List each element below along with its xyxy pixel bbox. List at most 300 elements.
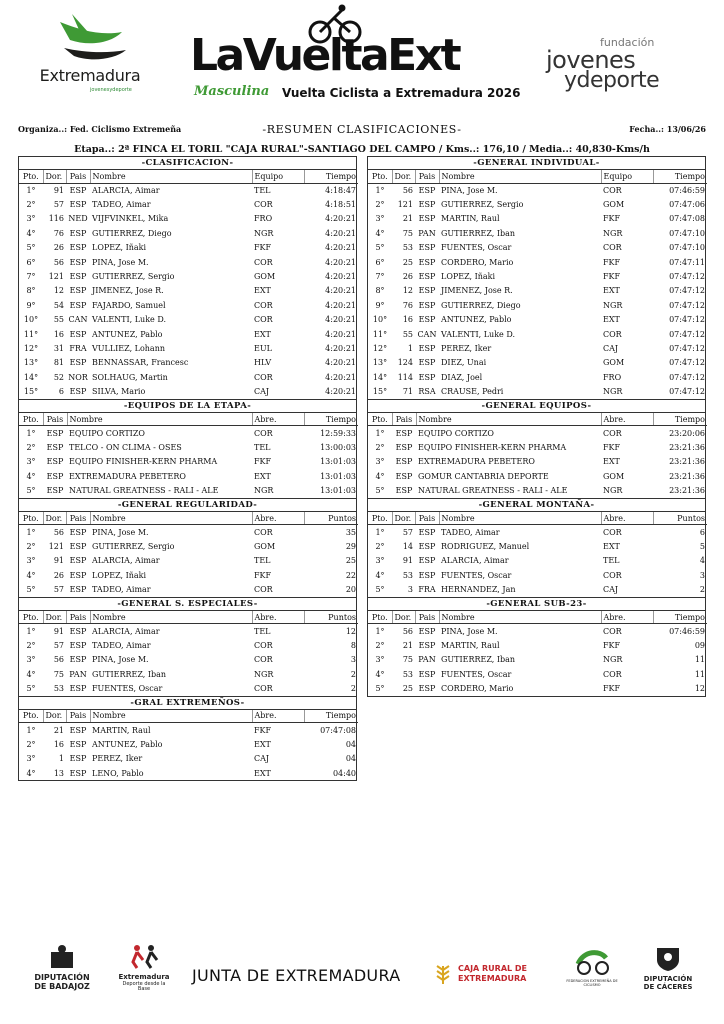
section-title: -GENERAL S. ESPECIALES- [19,598,356,611]
table-cell: 25 [345,556,356,566]
table-cell: 4:20:21 [325,300,356,310]
section-title: -GRAL EXTREMEÑOS- [19,697,356,710]
column-header: Nombre [90,710,252,723]
table-cell: MARTIN, Raul [441,640,500,650]
table-cell: 14° [372,372,388,382]
table-cell: EXT [603,315,620,325]
table-cell: ESP [418,669,436,679]
table-cell: 6° [26,257,36,267]
column-header: Puntos [304,512,358,525]
table-cell: EXT [603,541,620,551]
table-cell: FUENTES, Oscar [92,684,163,694]
fedext-line-2: Deporte desde la Base [122,980,166,993]
table-cell: ESP [418,300,436,310]
table-cell: NATURAL GREATNESS - RALI - ALE [418,486,568,496]
column-header: Abre. [601,413,653,426]
table-cell: GOM [603,471,625,481]
table-cell: 57 [53,640,64,650]
table-cell: 16 [53,739,64,749]
extremadura-deporte-logo [116,944,172,1000]
table-cell: 21 [53,725,64,735]
table-cell: HERNANDEZ, Jan [441,585,516,595]
table-cell: EXT [254,739,271,749]
column-header: Nombre [416,413,601,426]
table-cell: 4:20:21 [325,228,356,238]
table-cell: ESP [69,272,87,282]
table-row [19,269,358,283]
table-row [19,356,358,370]
table-cell: COR [603,185,622,195]
table-cell: LENO, Pablo [92,768,144,778]
table-cell: 4:20:21 [325,214,356,224]
table-cell: 2 [350,684,356,694]
table-cell: 4° [26,768,36,778]
table-row [19,525,358,539]
table-cell: 25 [402,257,413,267]
table-cell: 4:20:21 [325,257,356,267]
table-cell: 23:21:36 [669,486,705,496]
table-cell: NGR [254,669,274,679]
table-cell: 13 [53,768,64,778]
table-cell: ESP [69,739,87,749]
table-row [368,356,707,370]
table-row [19,752,358,766]
table-cell: 07:47:12 [669,372,705,382]
table-cell: ESP [418,626,436,636]
table-cell: 11° [23,329,39,339]
table-cell: 55 [402,329,413,339]
table-cell: 2° [26,200,36,210]
table-row [368,269,707,283]
table-cell: ESP [418,527,436,537]
table-cell: 6 [699,527,705,537]
table-cell: COR [603,570,622,580]
column-header: Pto. [19,611,43,624]
lavueltaext-title: LaVueltaExt [190,30,460,81]
table-cell: 76 [53,228,64,238]
table-cell: FKF [603,442,621,452]
table-cell: 6° [375,257,385,267]
table-cell: 20 [345,585,356,595]
table-row [368,384,707,398]
section-title: -GENERAL SUB-23- [368,598,705,611]
right-column [367,156,706,697]
equipos-etapa-section [18,400,357,499]
fedext-line-1: Extremadura [118,973,170,981]
table-cell: 21 [402,214,413,224]
table-cell: ESP [418,214,436,224]
table-header-row [19,611,358,624]
table-row [19,226,358,240]
column-header: Dor. [43,512,66,525]
table-cell: 9° [375,300,385,310]
table-cell: 23:21:36 [669,442,705,452]
table-cell: VIJFVINKEL, Mika [92,214,169,224]
table-cell: 9° [26,300,36,310]
table-cell: EQUIPO CORTIZO [418,428,494,438]
general-especiales-section [18,598,357,697]
table-row [368,667,707,681]
table-cell: ESP [69,684,87,694]
column-header: Dor. [392,170,415,183]
general-sub23-table [368,611,707,696]
section-title: -GENERAL MONTAÑA- [368,499,705,512]
table-cell: ESP [69,640,87,650]
table-cell: ESP [69,768,87,778]
table-header-row [368,512,707,525]
extremadura-logo-text: Extremadura [39,66,141,85]
table-cell: ESP [418,286,436,296]
table-cell: 1° [375,428,385,438]
table-cell: 12 [402,286,413,296]
section-title: -EQUIPOS DE LA ETAPA- [19,400,356,413]
table-cell: COR [603,329,622,339]
table-cell: 22 [345,570,356,580]
table-cell: 53 [53,684,64,694]
table-cell: 8 [350,640,356,650]
table-cell: 07:47:12 [669,272,705,282]
table-row [19,341,358,355]
table-cell: 09 [694,640,705,650]
table-cell: 3° [375,214,385,224]
table-cell: 23:20:06 [669,428,705,438]
table-cell: ESP [69,387,87,397]
table-row [368,313,707,327]
table-cell: EQUIPO CORTIZO [69,428,145,438]
table-cell: 5° [375,243,385,253]
table-cell: ESP [46,486,64,496]
caceres-crest-icon [653,944,683,972]
table-cell: PINA, Jose M. [441,185,498,195]
section-title: -GENERAL EQUIPOS- [368,400,705,413]
caja-line-1: CAJA RURAL DE [458,964,528,973]
table-cell: ESP [418,272,436,282]
table-cell: 7° [375,272,385,282]
table-cell: 4:20:21 [325,329,356,339]
table-cell: 5° [375,585,385,595]
table-row [19,284,358,298]
table-cell: FRA [69,343,87,353]
table-row [368,582,707,596]
table-cell: 12:59:33 [320,428,356,438]
table-cell: 5 [699,541,705,551]
table-cell: ESP [69,358,87,368]
table-cell: ESP [418,343,436,353]
table-cell: NGR [254,486,274,496]
date: Fecha..: 13/06/26 [629,124,706,134]
table-cell: COR [254,372,273,382]
column-header: Tiempo [653,170,707,183]
table-cell: SILVA, Mario [92,387,146,397]
table-cell: 07:47:12 [669,343,705,353]
table-cell: 07:47:10 [669,243,705,253]
table-cell: COR [603,428,622,438]
table-cell: COR [254,684,273,694]
table-row [368,455,707,469]
table-row [19,327,358,341]
ydeporte-label: ydeporte [564,68,660,93]
table-cell: COR [254,315,273,325]
table-cell: 12° [23,343,39,353]
caja-rural-logo [458,964,527,983]
table-cell: 121 [48,272,64,282]
general-regularidad-table [19,512,358,597]
table-cell: GUTIERREZ, Sergio [441,200,524,210]
table-header-row [19,413,358,426]
table-cell: FKF [603,640,621,650]
table-cell: 1° [375,185,385,195]
table-cell: FUENTES, Oscar [441,243,512,253]
table-cell: 56 [402,185,413,195]
table-cell: COR [254,640,273,650]
document-title: -RESUMEN CLASIFICACIONES- [262,123,462,136]
column-header: Pto. [19,170,43,183]
table-cell: 07:47:11 [669,257,705,267]
table-row [368,241,707,255]
table-cell: 23:21:36 [669,457,705,467]
table-cell: PAN [418,228,436,238]
section-title: -CLASIFICACION- [19,157,356,170]
table-cell: TADEO, Aimar [92,200,151,210]
table-row [19,426,358,440]
table-cell: 3° [26,655,36,665]
table-row [19,241,358,255]
table-cell: DIEZ, Unai [441,358,487,368]
table-cell: 3 [350,655,356,665]
table-cell: 4:20:21 [325,272,356,282]
table-cell: 4° [375,471,385,481]
table-cell: ESP [69,655,87,665]
table-cell: 55 [53,315,64,325]
table-cell: 53 [402,570,413,580]
extremadura-logo [30,10,150,93]
left-column [18,156,357,781]
table-cell: 26 [53,570,64,580]
table-cell: 4:20:21 [325,358,356,368]
table-cell: 12 [345,626,356,636]
table-cell: RSA [418,387,436,397]
federacion-cyclist-icon [572,944,612,976]
table-cell: 76 [402,300,413,310]
table-cell: TEL [254,626,271,636]
wheat-icon [430,964,456,986]
table-row [19,554,358,568]
table-cell: 56 [402,626,413,636]
table-cell: 5° [26,486,36,496]
table-cell: VALENTI, Luke D. [92,315,167,325]
table-row [19,212,358,226]
table-cell: GUTIERREZ, Diego [441,300,521,310]
table-cell: 116 [48,214,64,224]
table-header-row [19,170,358,183]
table-cell: PINA, Jose M. [92,655,149,665]
table-cell: 8° [26,286,36,296]
jovenes-label: jovenes [546,46,636,74]
table-cell: 12 [53,286,64,296]
table-row [19,638,358,652]
table-cell: ESP [395,442,413,452]
table-cell: 13:01:03 [320,486,356,496]
table-cell: 5° [26,684,36,694]
table-cell: 1° [375,527,385,537]
column-header: Abre. [252,413,304,426]
table-row [368,653,707,667]
table-row [368,539,707,553]
table-cell: ESP [69,228,87,238]
table-cell: 07:46:59 [669,626,705,636]
table-cell: 3° [26,556,36,566]
table-cell: 07:47:12 [669,300,705,310]
table-cell: CORDERO, Mario [441,257,514,267]
table-cell: 11 [694,655,705,665]
table-row [368,298,707,312]
table-row [19,455,358,469]
table-cell: 71 [402,387,413,397]
table-cell: 29 [345,541,356,551]
table-cell: COR [254,428,273,438]
table-cell: CRAUSE, Pedri [441,387,504,397]
table-cell: 57 [402,527,413,537]
table-cell: TADEO, Aimar [441,527,500,537]
table-row [19,313,358,327]
table-cell: 91 [53,626,64,636]
table-cell: 3° [26,457,36,467]
column-header: Pto. [19,413,43,426]
masculina-label: Masculina [194,84,270,99]
table-cell: 7° [26,272,36,282]
extremadura-emblem-icon [30,10,150,66]
table-cell: NATURAL GREATNESS - RALI - ALE [69,486,219,496]
table-row [19,183,358,197]
column-header: Pais [415,170,439,183]
table-cell: 4° [375,669,385,679]
header [0,0,724,112]
table-cell: FRO [254,214,273,224]
column-header: Nombre [90,611,252,624]
column-header: Nombre [90,170,252,183]
table-cell: 75 [402,228,413,238]
table-row [368,212,707,226]
table-row [368,183,707,197]
runner-figures-icon [127,944,161,970]
lavueltaext-logo [190,4,530,104]
table-cell: 4° [26,669,36,679]
table-cell: 57 [53,585,64,595]
table-row [368,681,707,695]
table-cell: 14 [402,541,413,551]
table-cell: EUL [254,343,272,353]
table-cell: DIAZ, Joel [441,372,483,382]
general-sub23-section [367,598,706,697]
column-header: Pais [66,170,90,183]
table-cell: 14° [23,372,39,382]
column-header: Pais [66,512,90,525]
table-cell: 2 [350,669,356,679]
table-cell: NGR [603,300,623,310]
table-row [368,226,707,240]
badajoz-line-2: DE BADAJOZ [34,981,90,991]
table-cell: COR [254,585,273,595]
diputacion-badajoz-logo [30,944,94,1000]
column-header: Dor. [392,512,415,525]
table-cell: GOM [254,272,276,282]
table-cell: 4 [699,556,705,566]
table-cell: ESP [418,185,436,195]
table-row [368,483,707,497]
clasificacion-table [19,170,358,399]
table-row [19,483,358,497]
table-cell: 57 [53,200,64,210]
table-row [368,426,707,440]
table-cell: ESP [69,626,87,636]
table-cell: EXT [254,471,271,481]
table-cell: 07:47:08 [320,725,356,735]
table-cell: 07:47:12 [669,358,705,368]
table-cell: CORDERO, Mario [441,684,514,694]
table-cell: ESP [418,315,436,325]
table-cell: COR [603,669,622,679]
diputacion-caceres-logo [636,944,700,1000]
table-row [19,667,358,681]
table-row [368,525,707,539]
table-cell: 11° [372,329,388,339]
table-row [368,568,707,582]
table-cell: 16 [402,315,413,325]
table-cell: ESP [395,471,413,481]
general-equipos-table [368,413,707,498]
table-row [19,582,358,596]
table-row [19,197,358,211]
caceres-line-2: DE CÁCERES [643,982,693,991]
table-cell: 07:46:59 [669,185,705,195]
table-cell: GOMUR CANTABRIA DEPORTE [418,471,549,481]
table-cell: ALARCIA, Aimar [92,626,160,636]
table-cell: 3° [375,457,385,467]
column-header: Dor. [43,611,66,624]
table-cell: FKF [603,684,621,694]
table-cell: GUTIERREZ, Iban [441,228,516,238]
table-cell: VALENTI, Luke D. [441,329,516,339]
table-cell: 12 [694,684,705,694]
column-header: Pais [43,413,67,426]
table-cell: 1° [26,428,36,438]
organizer: Organiza..: Fed. Ciclismo Extremeña [18,124,182,134]
table-cell: COR [603,527,622,537]
table-cell: 1° [26,626,36,636]
table-cell: ESP [69,541,87,551]
table-cell: ESP [46,457,64,467]
fundacion-logo [546,32,706,92]
table-cell: 91 [402,556,413,566]
table-cell: 8° [375,286,385,296]
table-cell: TEL [254,185,271,195]
table-cell: EXT [254,329,271,339]
table-cell: 6 [58,387,64,397]
table-row [19,298,358,312]
table-cell: 4:20:21 [325,315,356,325]
table-header-row [19,710,358,723]
table-row [19,737,358,751]
column-header: Pais [66,611,90,624]
table-cell: 2° [26,640,36,650]
table-cell: 3° [375,655,385,665]
table-cell: CAN [68,315,88,325]
table-cell: VULLIEZ, Lohann [92,343,166,353]
table-cell: 3 [699,570,705,580]
table-cell: 4:18:51 [325,200,356,210]
table-cell: FKF [254,457,272,467]
table-row [368,370,707,384]
